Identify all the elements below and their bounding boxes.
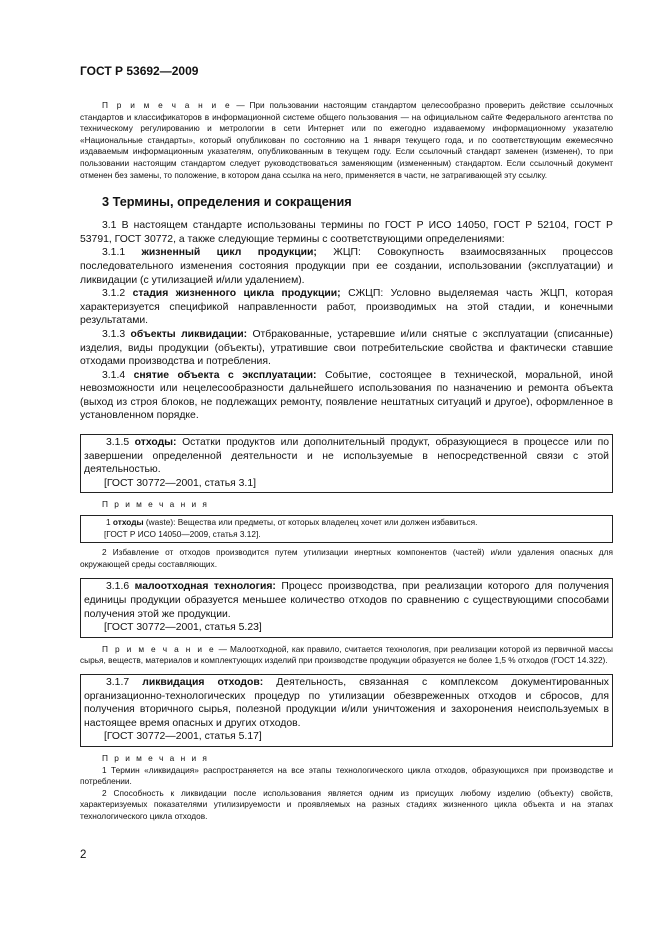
term-source-reference: [ГОСТ 30772—2001, статья 3.1]: [104, 477, 256, 489]
note-label: П р и м е ч а н и е: [102, 100, 232, 110]
page-content: [80, 100, 613, 823]
term-definition: Процесс производства, при реализации которого для получения единицы продукции образуется меньшее количество отходов по сравнению с существующими способами получения этой же продукции.: [84, 581, 609, 620]
term-name: малоотходная технология:: [134, 581, 276, 593]
note-label: П р и м е ч а н и е: [102, 643, 216, 654]
term-name: отходы:: [134, 437, 177, 449]
term-3-1-3: [80, 328, 613, 369]
term-number: 3.1.2: [102, 288, 133, 300]
note-text: — При пользовании настоящим стандартом целесообразно проверить действие ссылочных стандартов и классификаторов в информационной системе общего пользования — на официальном сайте Федерального агентства по техническому регулированию и метрологии в сети Интернет или по ежегодно издаваемому информационному указателю «Национальные стандарты», который опубликован по состоянию на 1 января текущего года, и по соответствующим ежемесячно издаваемым информационным указателям, опубликованным в текущем году. Если ссылочный стандарт заменен (изменен), то при пользовании настоящим стандартом следует руководствоваться заменяющим (измененным) стандартом. Если ссылочный документ отменен без замены, то положение, в котором дана ссылка на него, применяется в части, не затрагивающей эту ссылку.: [80, 100, 613, 180]
note-term: отходы: [112, 517, 144, 528]
term-source-reference: [ГОСТ 30772—2001, статья 5.23]: [104, 622, 262, 634]
term-definition: Событие, состоящее в технической, моральной, иной невозможности или нецелесообразности дальнейшего использования по назначению и ремонта объекта (выход из строя блоков, не подлежащих ремонту, появление нештатных ситуаций и другое), оформленное в установленном порядке.: [80, 369, 614, 422]
note-2: 2 Способность к ликвидации после использования является одним из присущих любому изделию (объекту) свойств, характеризуемых показателями утилизируемости и проявляемых на разных стадиях жизненного цикла объекта и на этапах технологического цикла отходов.: [80, 787, 613, 821]
note-1: [84, 517, 609, 529]
term-3-1-6: [84, 580, 609, 621]
note-2: 2 Избавление от отходов производится путем утилизации инертных компонентов (частей) и/или удаления опасных для окружающей среды составляющих.: [80, 547, 613, 569]
term-number: 3.1.1: [102, 247, 142, 259]
note-1-box: [80, 515, 613, 543]
paragraph-3-1: 3.1 В настоящем стандарте использованы термины по ГОСТ Р ИСО 14050, ГОСТ Р 52104, ГОСТ Р 53791, ГОСТ 30772, а также следующие термины с соответствующими определениями:: [80, 220, 613, 245]
term-number: 3.1.3: [102, 328, 131, 340]
term-number: 3.1.6: [106, 581, 135, 593]
term-definition: ЖЦП: Совокупность взаимосвязанных процессов последовательного изменения состояния продукции при ее создании, использовании (эксплуатации) и ликвидации (с утилизацией и/или удалением).: [80, 247, 614, 286]
note-1: 1 Термин «ликвидация» распространяется на все этапы технологического цикла отходов, образующихся при производстве и потреблении.: [80, 764, 613, 787]
term-name: ликвидация отходов:: [142, 676, 264, 688]
term-name: снятие объекта с эксплуатации:: [133, 369, 317, 381]
notes-label: П р и м е ч а н и я: [102, 499, 209, 510]
term-name: жизненный цикл продукции;: [141, 247, 317, 259]
note-3-1-6: [80, 644, 613, 667]
document-header: ГОСТ Р 53692—2009: [80, 64, 199, 78]
term-source-reference: [ГОСТ 30772—2001, статья 5.17]: [104, 731, 262, 743]
term-number: 3.1.7: [106, 676, 143, 688]
term-definition: Остатки продуктов или дополнительный продукт, образующиеся в процессе или по завершении определенной деятельности и не используемые в непосредственной связи с этой деятельностью.: [84, 437, 609, 476]
term-3-1-2: [80, 287, 613, 328]
note-number: 1: [106, 517, 113, 528]
note-text: — Малоотходной, как правило, считается технология, при реализации которой из первичной массы сырья, веществ, материалов и комплектующих изделий при производстве продукции образуется не более 1,5 % отходов (ГОСТ 14.322).: [80, 643, 613, 666]
section-title: 3 Термины, определения и сокращения: [102, 195, 352, 210]
intro-note: [80, 100, 613, 181]
term-3-1-5-box: [80, 434, 613, 493]
term-definition: Отбракованные, устаревшие и/или снятые с эксплуатации (списанные) изделия, виды продукции (объекты), утратившие свои потребительские свойства и фактически ставшие отходами производства и потребления.: [80, 328, 614, 368]
term-3-1-1: [80, 246, 613, 287]
term-name: объекты ликвидации:: [130, 328, 248, 340]
page-number: 2: [80, 849, 87, 861]
term-definition: СЖЦП: Условно выделяемая часть ЖЦП, которая характеризуется спецификой направленности работ, производимых на этой стадии, и конечными результатами.: [80, 288, 614, 327]
term-3-1-4: [80, 369, 613, 423]
note-1-reference: [ГОСТ Р ИСО 14050—2009, статья 3.12].: [104, 528, 261, 539]
term-3-1-7: [84, 676, 609, 730]
notes-label: П р и м е ч а н и я: [102, 752, 209, 763]
note-text: (waste): Вещества или предметы, от которых владелец хочет или должен избавиться.: [143, 517, 478, 528]
term-3-1-7-box: [80, 674, 613, 747]
term-3-1-5: [84, 436, 609, 477]
term-name: стадия жизненного цикла продукции;: [132, 288, 341, 300]
term-number: 3.1.4: [102, 369, 134, 381]
term-number: 3.1.5: [106, 437, 135, 449]
term-3-1-6-box: [80, 578, 613, 637]
term-definition: Деятельность, связанная с комплексом документированных организационно-технологических процедур по утилизации обезвреженных отходов и сбросов, для получения вторичного сырья, полезной продукции и/или уничтожения и захоронения неиспользуемых в настоящее время опасных и других отходов.: [84, 676, 609, 729]
